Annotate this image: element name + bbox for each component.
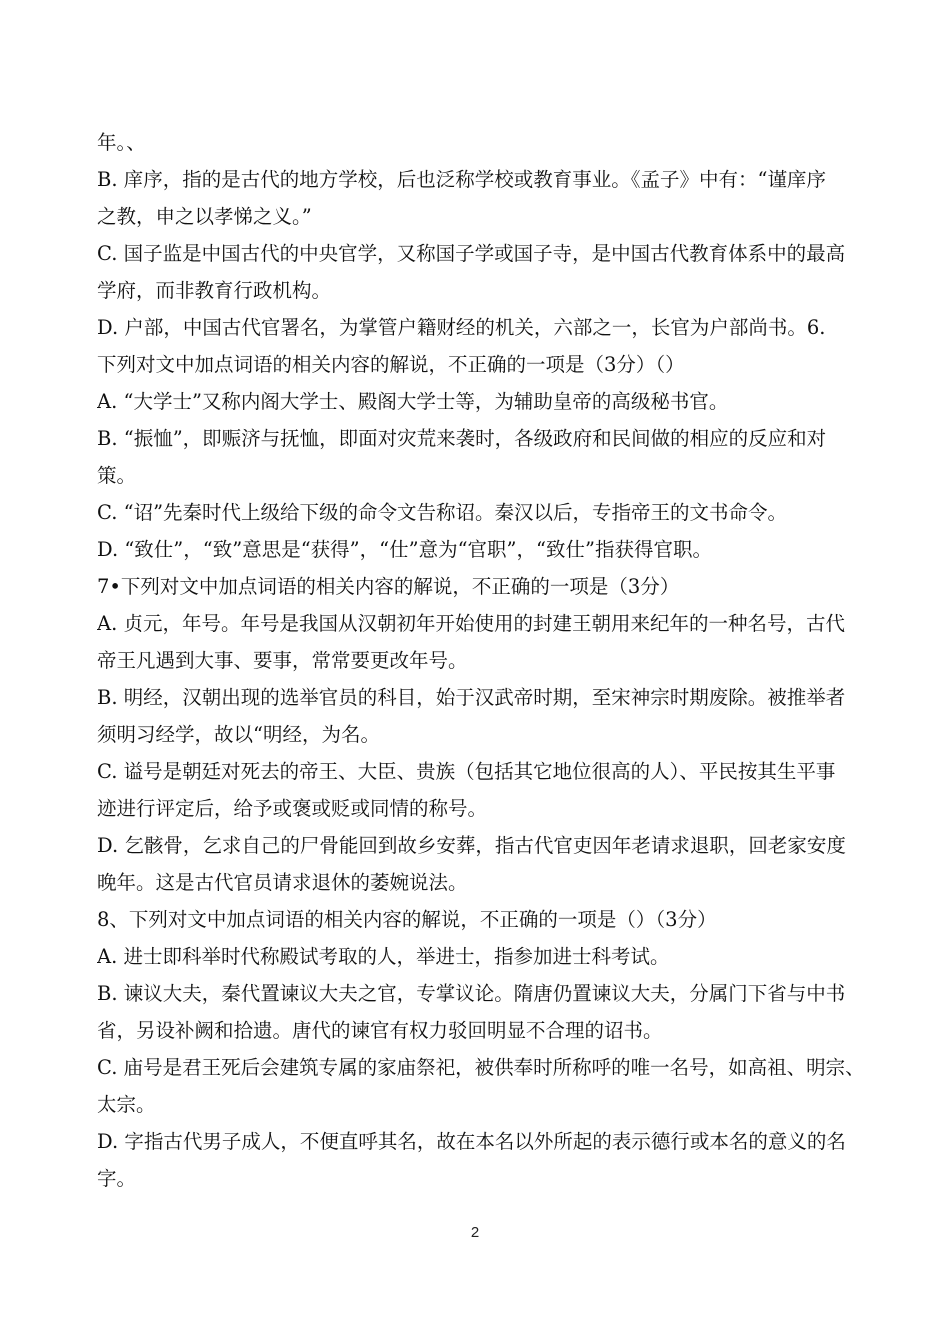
text-line: C. 庙号是君王死后会建筑专属的家庙祭祀，被供奉时所称呼的唯一名号，如高祖、明宗、 [97,1056,865,1079]
text-line: D. 乞骸骨，乞求自己的尸骨能回到故乡安葬，指古代官吏因年老请求退职，回老家安度 [97,834,846,857]
text-line: 字。 [97,1167,137,1190]
text-line: 须明习经学，故以“明经，为名。 [97,723,380,746]
text-line: C. 谥号是朝廷对死去的帝王、大臣、贵族（包括其它地位很高的人）、平民按其生平事 [97,760,836,783]
text-line: 迹进行评定后，给予或褒或贬或同情的称号。 [97,797,488,820]
text-line: 晚年。这是古代官员请求退休的萎婉说法。 [97,871,468,894]
text-line: A. “大学士”又称内阁大学士、殿阁大学士等，为辅助皇帝的高级秘书官。 [97,390,729,413]
text-line: C. “诏”先秦时代上级给下级的命令文告称诏。秦汉以后，专指帝王的文书命令。 [97,501,788,524]
text-line: A. 贞元，年号。年号是我国从汉朝初年开始使用的封建王朝用来纪年的一种名号，古代 [97,612,845,635]
text-line: 帝王凡遇到大事、要事，常常要更改年号。 [97,649,468,672]
text-line: C. 国子监是中国古代的中央官学，又称国子学或国子寺，是中国古代教育体系中的最高 [97,242,846,265]
text-line: 学府，而非教育行政机构。 [97,279,332,302]
page-body [97,124,867,1197]
text-line: 省，另设补阙和拾遗。唐代的谏官有权力驳回明显不合理的诏书。 [97,1019,663,1042]
text-line: B. 谏议大夫，秦代置谏议大夫之官，专掌议论。隋唐仍置谏议大夫，分属门下省与中书 [97,982,846,1005]
text-line: D. “致仕”，“致”意思是“获得”，“仕”意为“官职”，“致仕”指获得官职。 [97,538,712,561]
text-line: 策。 [97,464,137,487]
page-number: 2 [470,1224,480,1241]
text-line: B. 明经，汉朝出现的选举官员的科目，始于汉武帝时期，至宋神宗时期废除。被推举者 [97,686,846,709]
text-line: A. 进士即科举时代称殿试考取的人，举进士，指参加进士科考试。 [97,945,670,968]
text-line: 太宗。 [97,1093,156,1116]
text-line: B. “振恤”，即赈济与抚恤，即面对灾荒来袭时，各级政府和民间做的相应的反应和对 [97,427,827,450]
question-7-stem: 7•下列对文中加点词语的相关内容的解说，不正确的一项是（3分） [97,575,680,598]
text-line: 年。、 [97,131,146,154]
text-line: B. 庠序，指的是古代的地方学校，后也泛称学校或教育事业。《孟子》中有：“谨庠序 [97,168,826,191]
question-8-stem: 8、下列对文中加点词语的相关内容的解说，不正确的一项是（）（3分） [97,908,717,931]
text-line: D. 字指古代男子成人，不便直呼其名，故在本名以外所起的表示德行或本名的意义的名 [97,1130,846,1153]
text-line: 之教，申之以孝悌之义。” [97,205,312,228]
question-6-stem: 下列对文中加点词语的相关内容的解说，不正确的一项是（3分）（） [97,353,685,376]
text-line: D. 户部，中国古代官署名，为掌管户籍财经的机关，六部之一，长官为户部尚书。6. [97,316,826,339]
